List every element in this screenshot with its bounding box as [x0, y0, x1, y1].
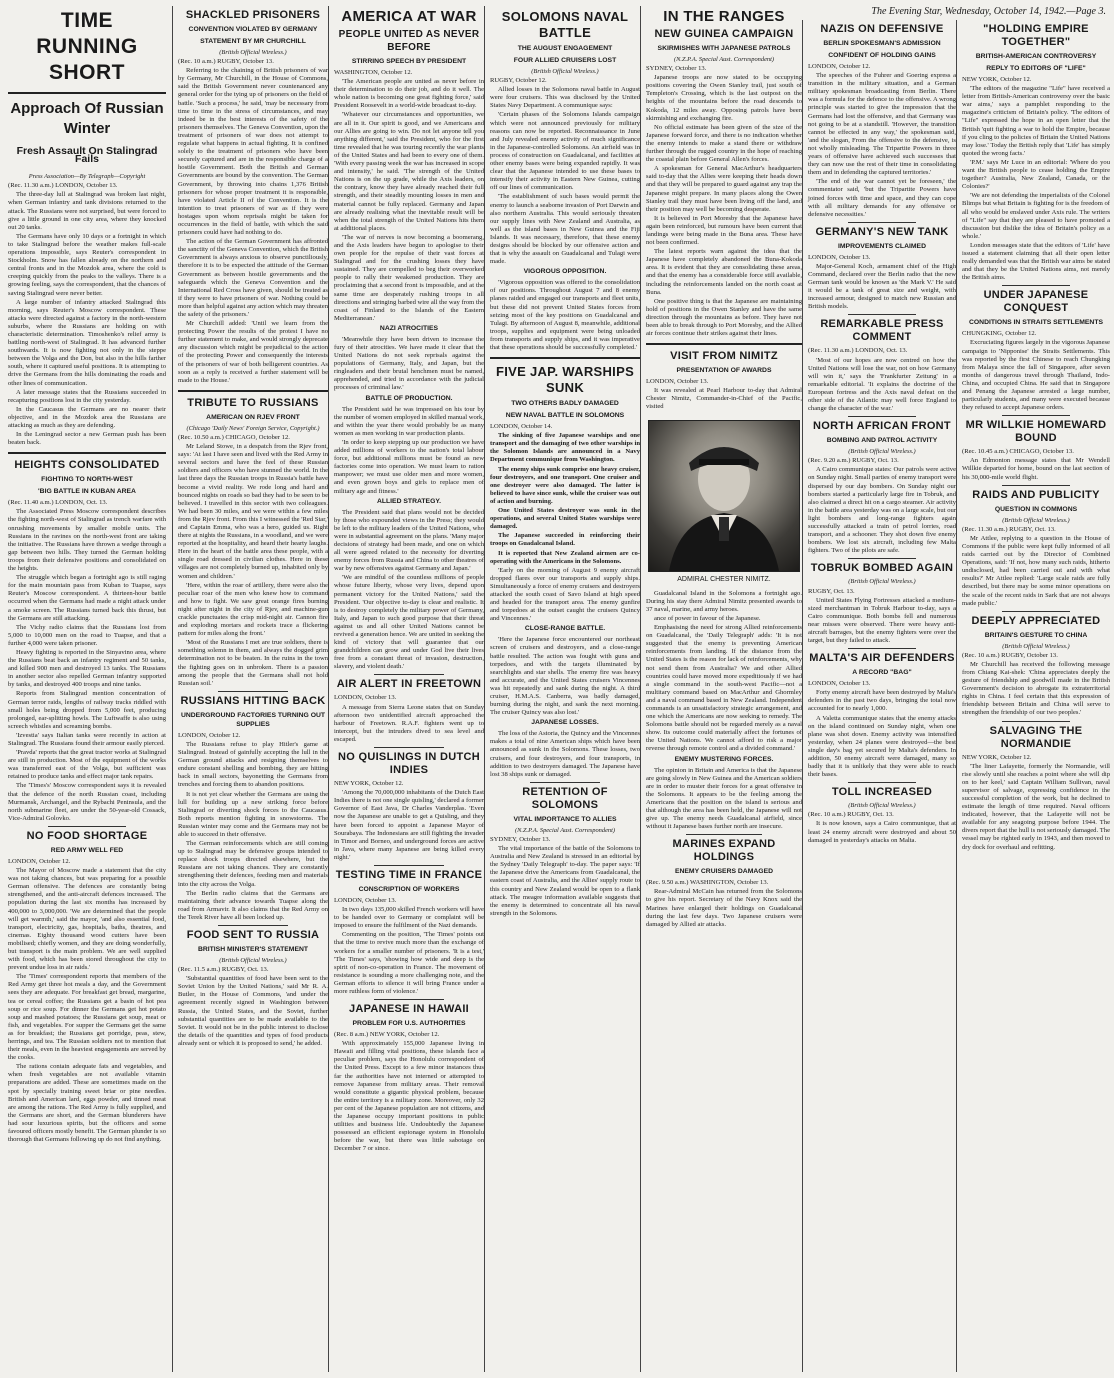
- divider: [490, 357, 640, 359]
- section-heading: JAPANESE LOSSES.: [531, 719, 599, 727]
- paragraph: 'The end of the war cannot yet be foreseen,' the commentator said, 'but the Tripartite Powers have joined forces with time and space, and they can cope with all military demands for any offensive or defensive necessities.': [808, 178, 956, 218]
- paragraph: It is believed in Port Moresby that the Japanese have again been reinforced, but rumours have been current that landings were being made in the Buna area. These have not been confirmed.: [646, 214, 802, 247]
- paragraph: The Vichy radio claims that the Russians lost from 5,000 to 10,000 men on the road to Tuapse, and that a further 4,000 were taken prisoner.: [8, 623, 166, 647]
- dateline: LONDON, October 13.: [646, 378, 709, 386]
- paragraph: An Edmonton message states that Mr Wendell Willkie departed for home, bound on the last section of his 30,000-mile world flight.: [962, 457, 1110, 481]
- paragraph: The President said that plans would not be decided by those who expounded views in the Press; they would be left to the military leaders of the United Nations, who were in substantial agreement on the plans. 'Many major decisions of strategy had been made, and one on which all were agreed related to the necessity for diverting enemy forces from Russia and China to other theatres of war by new offensives against Germany and Japan.': [334, 508, 484, 573]
- paragraph: A Cairo communique states: Our patrols were active on Sunday night. Small parties of enemy transport were dispersed by our day bombers. On Sunday night our bombers started a particularly large fire in Tobruk, and also claimed a direct hit on a cargo steamer. Air activity in the battle area yesterday was on a large scale, but our light bombers and long-range fighters again successfully attacked a train of petrol lorries, road transport, and a schooner. They shot down five enemy bombers. We lost six aircraft, including few Malta fighters. Two of the pilots are safe.: [808, 466, 956, 555]
- subhead: BRITAIN'S GESTURE TO CHINA: [984, 631, 1088, 639]
- paragraph: 'Early on the morning of August 9 enemy aircraft dropped flares over our transports and supply ships. Simultaneously a force of enemy cruisers and destroyers attacked the south coast of Savo Island at high speed and headed for the transport area. The enemy gunfire and torpedoes at the outset caught the cruisers Quincy and Vincennes.': [490, 566, 640, 623]
- divider: [848, 314, 916, 315]
- subhead: CONDITIONS IN STRAITS SETTLEMENTS: [968, 319, 1104, 327]
- byline: (British Official Wireless.): [1002, 642, 1070, 650]
- paragraph: A message from Sierra Leone states that on Sunday afternoon two unidentified aircraft approached the harbour of Freetown. R.A.F. fighters went up to intercept, but the intruders dived to sea level and escaped.: [334, 703, 484, 743]
- column-7: [956, 20, 1110, 1372]
- paragraph: 'Most of our hopes are now centred on how the United Nations will lose the war, not on how Germany will win it,' says the 'Frankfurter Zeitung' in a remarkable editorial. 'It explains the doctrine of the European fortress and the Axis naval defeat on the other side of the Atlantic may well force England to change the character of the war.': [808, 356, 956, 413]
- byline: (British Official Wireless.): [219, 957, 287, 964]
- dateline: (Rec. 10 a.m.) RUGBY, October 13.: [962, 651, 1058, 659]
- headline-shackled-prisoners: SHACKLED PRISONERS: [185, 9, 321, 21]
- divider: [848, 782, 916, 783]
- byline: (British Official Wireless.): [848, 448, 916, 456]
- dateline: (Rec. 11.30 a.m.) LONDON, Oct. 13.: [808, 347, 908, 355]
- byline: (British Official Wireless.): [848, 578, 916, 586]
- paragraph: One positive thing is that the Japanese are maintaining hold of positions in the Owen Stanley and have the same direction through the mountains as before. They have not been able to break through to Port Moresby, and the Allied air forces continue their strikes against their lines.: [646, 297, 802, 338]
- subhead: BERLIN SPOKESMAN'S ADMISSION: [823, 40, 941, 47]
- divider: [178, 390, 328, 392]
- paragraph: The German reinforcements which are still coming up to Stalingrad may be defensive groups intended to replace shock troops directed elsewhere, but the Russians are not taking chances. They are constantly strengthening their defences, feeding men and materials into the city across the Volga.: [178, 840, 328, 888]
- subhead: STIRRING SPEECH BY PRESIDENT: [351, 58, 467, 65]
- divider: [686, 834, 762, 835]
- headline-remarkable-press-comment: REMARKABLE PRESS COMMENT: [820, 318, 944, 344]
- headline-marines-expand: MARINES EXPAND HOLDINGS: [672, 838, 776, 864]
- headline-deeply-appreciated: DEEPLY APPRECIATED: [971, 614, 1101, 627]
- column-3: [328, 6, 484, 1372]
- paragraph: 'Vigorous opposition was offered to the consolidation of our positions. Throughout August 7 and 8 enemy planes raided and engaged our transports and fleet units, but these did not prevent United States forces from seizing most of the key positions on Guadalcanal and Tulagi. By afternoon of August 8, meanwhile, additional troops, supplies and equipment were being unloaded from transports and supply ships, and it was imperative that these operations should be successfully completed.': [490, 279, 640, 351]
- divider: [848, 648, 916, 649]
- subhead: PROBLEM FOR U.S. AUTHORITIES: [352, 1020, 466, 1028]
- paragraph: 'In order to keep stepping up our production we have added millions of workers to the nation's total labour force, but additional millions must be found as new factories come into operation. We must learn to ration manpower; we must use older men and more women, and even grown boys and girls to replace men of military age and fitness.': [334, 438, 484, 495]
- paragraph: Reports from Stalingrad mention concentration of German terror raids, lengths of railway tracks riddled with small holes being dropped from 5,000 feet, producing prolonged, ear-splitting howls. The Luftwaffe is also using screech whistles and screaming bombs.: [8, 690, 166, 730]
- dateline: LONDON, October 12.: [808, 63, 871, 70]
- subhead: NEW NAVAL BATTLE IN SOLOMONS: [505, 412, 625, 420]
- headline-heights-consolidated: HEIGHTS CONSOLIDATED: [14, 459, 160, 472]
- paragraph: Commenting on the position, 'The Times' points out that the time to revive much more than the exchange of workers for a smaller number of prisoners. 'It is a test,' 'The Times' says, 'showing how wide and deep is the spirit of non-co-operation in France. The movement of resistance is sounding a more challenging note, and the German efforts to silence it will bring France under a more ruthless form of violence.': [334, 931, 484, 995]
- paragraph: 'Here the Japanese force encountered our northeast screen of cruisers and destroyers, and a close-range battle resulted. The action was fought with guns and torpedoes, and with the targets illuminated by searchlights and star shells. The enemy fire was heavy and accurate, and the United States cruisers Vincennes was hit repeatedly and sank during the night. A third cruiser, H.M.A.S. Canberra, was badly damaged, burning during the night, and sank the next morning. The cruiser Quincy was also lost.': [490, 636, 640, 717]
- subhead: FIGHTING TO NORTH-WEST: [41, 476, 133, 484]
- section-heading: CLOSE-RANGE BATTLE.: [524, 625, 606, 633]
- column-6: [802, 20, 956, 1372]
- paragraph: 'Meanwhile they have been driven to increase the fury of their atrocities. We have made it clear that the United Nations do not seek reprisals against the populations of Germany, Italy, and Japan, but the ringleaders and their brutal henchmen must be named, apprehended, and tried in accordance with the judicial processes of criminal law.': [334, 335, 484, 392]
- dateline: NEW YORK, October 12.: [962, 76, 1032, 83]
- paragraph: No official estimate has been given of the size of the Japanese forward force, and there is no indication whether the enemy intends to make a stand there or withdraw further through the rugged country in the hope of reaching the coastal plain before General Allen's forces.: [646, 123, 802, 164]
- dateline: (Rec. 10 a.m.) RUGBY, Oct. 13.: [808, 811, 894, 819]
- paragraph: 'Here, within the roar of artillery, there were also the peculiar roar of the men who knew how to command and how to fight. We saw great orange fires burning night after night in the city of Rjev, and machine-gun crackle punctuates the crisp mid-night air. Cannon fire and exploding mortars and rockets trace a flickering pattern for miles along the front.': [178, 581, 328, 638]
- subhead: BRITISH MINISTER'S STATEMENT: [197, 946, 309, 953]
- paragraph: The Japanese succeeded in reinforcing their troops on Guadalcanal Island.: [490, 532, 640, 548]
- subhead: SKIRMISHES WITH JAPANESE PATROLS: [657, 45, 791, 52]
- paragraph: The action of the German Government has affronted the sanctity of the Geneva Convention, which the British Government is always anxious to observe punctiliously, therefore it is to be expected the attitude of the German Government as between hostile governments and the safeguards which the Geneva Convention and the International Red Cross have given, should be treated as if they were to have prisoners of war. Nothing could be more than helpful against any action which may threaten the safety of the prisoners.': [178, 238, 328, 318]
- divider: [1002, 721, 1070, 722]
- headline-testing-time-france: TESTING TIME IN FRANCE: [335, 868, 483, 881]
- paragraph: The 'Times' correspondent reports that members of the Red Army get three hot meals a day, and the Government sees they are adequate. For breakfast get bread, margarine, tea or cereal coffee; the Russians get a basin of hot pea soup or rice soup. For dinner the Germans get hot potato soup and mashed potatoes; the Russians get soup, meat or fish, and vegetables. For supper the Germans get the same as for breakfast; the Russians get porridge, peas, stew, herrings, and tea. The Russian soldiers not to mention that their meals, even in the heaviest engagements are served by the cooks.: [8, 973, 166, 1062]
- subhead: CONSCRIPTION OF WORKERS: [358, 885, 460, 893]
- dateline: RUGBY, Oct. 13.: [808, 587, 855, 595]
- headline-raids-and-publicity: RAIDS AND PUBLICITY: [972, 488, 1100, 501]
- paragraph: The opinion in Britain and America is that the Japanese are going slowly in New Guinea and the American soldiers are in order to muster their forces for a great offensive in the Solomons. It appears to be the feeling among the Americans that the position on the island is serious and that although the area has been held, the Japanese will not give up. The enemy needs Guadalcanal airfield, since without it Japanese bases further north are insecure.: [646, 766, 802, 831]
- paragraph: 'P.M.' says Mr Luce in an editorial: 'Where do you want the British people to cease holding the Empire together? Australia, New Zealand, Canada, or the Colonies?': [962, 158, 1110, 191]
- paragraph: The vital importance of the battle of the Solomons to Australia and New Zealand is stressed in an editorial by the Sydney 'Daily Telegraph' to-day. The paper says: 'If the Japanese drive the Americans from Guadalcanal, the eastern coast of Australia, and the Allies' supply route to this country and New Zealand would be open to a flank attack. The meagre information available suggests that the enemy is determined to concentrate all his naval strength in the Solomons.: [490, 845, 640, 917]
- headline-solomons-naval-battle: SOLOMONS NAVAL BATTLE: [501, 9, 629, 40]
- paragraph: United States Flying Fortresses attacked a medium-sized merchantman in Tobruk Harbour to-day, says a Cairo communique. Both bombs fell and numerous near misses were observed. There were heavy anti-aircraft barrages, but the enemy fighters were over the target, but they failed to attack.: [808, 596, 956, 645]
- paragraph: It is not yet clear whether the Germans are using the lull for building up a new striking force before Stalingrad or diverting shock forces to the Caucasus. Both reports mention fighting in snowstorms. The Russian winter may come and the Germans may not be able to succeed in their offensive.: [178, 790, 328, 838]
- dateline: (Rec. 11.30 a.m.) LONDON, October 13.: [8, 182, 118, 190]
- paragraph: The 'Times's' Moscow correspondent says it is revealed that the defence of the north Russian coast, including Murmansk, Archangel, and the Rybachi Peninsula, and the north submarine fleet, are under the 50-year-old Cossack, Vice-Admiral Golovko.: [8, 782, 166, 822]
- byline: (British Official Wireless.): [848, 802, 916, 810]
- dateline: SYDNEY, October 13.: [490, 835, 551, 843]
- divider: [8, 92, 166, 94]
- headline-retention-of-solomons: RETENTION OF SOLOMONS: [522, 785, 608, 811]
- paragraph: Guadalcanal Island in the Solomons a fortnight ago. During his stay there Admiral Nimitz presented awards to 37 naval, marine, and army heroes.: [646, 589, 802, 613]
- byline: (British Official Wireless.): [219, 49, 287, 56]
- dateline: (Rec. 11.30 a.m.) RUGBY, Oct. 13.: [962, 525, 1056, 533]
- headline-germanys-new-tank: GERMANY'S NEW TANK: [815, 225, 949, 238]
- paragraph: 'We are mindful of the countless millions of people whose future liberty, whose very lives, depend upon permanent victory for the United Nations,' said the President. 'Our objective to-day is clear and realistic. It is to destroy completely the military power of Germany, Italy, and Japan to such good purpose that their threat against us and all other United Nations cannot be revived a generation hence. We are united in seeking the kind of victory that will guarantee that our grandchildren can grow and under God live their lives free from a constant threat of invasion, destruction, slavery, and violent death.': [334, 574, 484, 671]
- headline-food-sent-to-russia: FOOD SENT TO RUSSIA: [186, 929, 320, 941]
- paragraph: Mr Churchill added: 'Until we learn from the protecting Power the results of the protest I have no further statement to make, and would strongly deprecate any discussion which might be prejudicial to the action of the protecting Power and consequently the interests of the prisoners of war of both belligerent countries. As soon as a reply is received a further statement will be made to the House.': [178, 320, 328, 384]
- paragraph: Emphasising the need for strong Allied reinforcements on Guadalcanal, the 'Daily Telegraph' adds: 'It is not suggested that the enemy is preventing American reinforcements from landing. If the distance from the United States is the reason for lack of reinforcements, why not send them from Australia? We and other Allied countries could have moved more expeditiously if we had a single command in the south-west Pacific—not a multitary command based on MacArthur and Ghormley and a naval command based in New Zealand. Independent commands is an unsatisfactory strategic arrangement, and one which the Americans are now seeking to remedy. The Solomons battle should not be regarded merely as a naval show. Its outcome could materially affect the fortunes of the United Nations. We cannot afford to risk a major reverse through remote control and a divided command.': [646, 624, 802, 753]
- subhead: IMPROVEMENTS CLAIMED: [838, 242, 926, 250]
- dateline: SYDNEY, October 13.: [646, 65, 707, 73]
- subhead: AMERICAN ON RJEV FRONT: [206, 413, 300, 421]
- paragraph: 'Substantial quantities of food have been sent to the Soviet Union by the United Nations,' said Mr R. A. Butler, in the House of Commons, 'and under the agreement recently signed in Washington between Russia, the United States, and the Soviet, further substantial quantities are to be made available to the Soviet. It would not be in the public interest to disclose the details of the quantities and types of food products already sent or which it is proposed to send,' he added.: [178, 975, 328, 1047]
- headline-willkie-homeward: MR WILLKIE HOMEWARD BOUND: [965, 419, 1107, 445]
- dateline: LONDON, October 13.: [808, 680, 871, 688]
- dateline: RUGBY, October 12.: [490, 77, 547, 85]
- paragraph: 'We are not defending the imperialists of the Colonel Blimps but what Britain is fighting for is the freedom of all who would be enslaved under Axis rule. The writers of "Life" say that they are pleased to have promoted a discussion but dislike the idea of Britain's policy as a whole.': [962, 192, 1110, 240]
- headline-russian-winter: Approach Of Russian Winter: [10, 100, 164, 137]
- headline-tobruk-bombed: TOBRUK BOMBED AGAIN: [810, 562, 954, 575]
- paragraph: With approximately 155,000 Japanese living in Hawaii and filling vital positions, these islands face a peculiar problem, says the Honolulu correspondent of the United Press. Except to a few minor instances thus far the authorities have not interned or attempted to remove Japanese from military areas. Their removal would constitute a gigantic physical problem, because the entire territory is a military zone. Moreover, only 32 per cent of the Japanese population are not citizens, and the Japanese occupy important positions in public utilities and business life. Undoubtedly the Japanese possessed an efficient espionage system in Honolulu before the war, but there was little sabotage on December 7 or since.: [334, 1040, 484, 1153]
- headline-in-the-ranges: IN THE RANGES: [663, 8, 785, 25]
- nimitz-portrait-image: [649, 421, 799, 571]
- paragraph: It is now known, says a Cairo communique, that at least 24 enemy aircraft were destroyed and about 50 damaged in yesterday's attacks on Malta.: [808, 820, 956, 844]
- divider: [848, 558, 916, 559]
- headline-holding-empire-together: "HOLDING EMPIRE TOGETHER": [983, 23, 1089, 48]
- paragraph: Heavy fighting is reported in the Sinyavino area, where the Russians beat back an infantry regiment and 50 tanks, and killed 900 men and destroyed 13 tanks. The Russians in another sector also repelled German infantry supported by tanks, and destroyed 400 troops and nine tanks.: [8, 648, 166, 689]
- divider: [1002, 485, 1070, 486]
- paragraph: The Germans have only 10 days or a fortnight in which to take Stalingrad before the weather makes full-scale operations impossible, says Reuter's correspondent in Stockholm. Snow has fallen already on the northern and central fronts and in the Mozdok area, where the cold is creeping quickly from the peaks to the valleys. There is a growing feeling, says the correspondent, that the chances of saving Stalingrad were never better.: [8, 232, 166, 297]
- paragraph: 'The editors of the magazine "Life" have received a letter from British-American controversy over the basic war aims,' says a pamphlet responding to the magazine's criticism of Britain's policy. 'The editors of "Life" expressed the hope in an open letter that the British 'quit fighting a war to hold the Empire, because if you cling to the policies of Britain the United Nations may lose.' Today the British reply that 'Life' has simply quoted the wrong facts.': [962, 85, 1110, 157]
- paragraph: It is reported that New Zealand airmen are co-operating with the Americans in the Solomons.: [490, 549, 640, 565]
- paragraph: 'Pravda' reports that the great tractor works at Stalingrad are still in production. Most of the equipment of the works was transferred east of the Volga, but sufficient was retained to produce tanks and effect major tank repairs.: [8, 749, 166, 781]
- paragraph: The three-day lull at Stalingrad was broken last night, when German infantry and tank divisions returned to the attack. The Russians were not surprised, but were forced to give a little ground in one city area, where they knocked out 20 tanks.: [8, 191, 166, 231]
- divider: [848, 222, 916, 223]
- paragraph: 'Whatever our circumstances and opportunities, we are all in it. Our spirit is good, and we Americans and our Allies are going to win. Do not let anyone tell you anything different,' said the President, who for the first time revealed that he was touring recently the war plants of the United States and had been to every one of them. 'With every passing week the war has increased in scope and intensity,' he said. 'The strength of the United Nations is on the up grade, while the Axis leaders, on the contrary, know they have already reached their full strength, and their steadily mounting losses in men and material cannot be fully replaced. Germany and Japan are already realising what the inevitable result will be when the total strength of the United Nations hits them at additional places.: [334, 111, 484, 232]
- paragraph: Referring to the chaining of British prisoners of war by Germany, Mr Churchill, in the House of Commons, said the British Government never countenanced any general order for the tying up of prisoners on the field of battle. 'Such a process,' he said, 'may be necessary from time to time in the stress of circumstances, and may indeed be in the best interests of the safety of the prisoners themselves. The Geneva Convention, upon the treatment of prisoners of war does not attempt to regulate what happens in actual fighting. It is confined solely to the treatment of prisoners who have been securely captured and are in the responsible charge of a hostile Government. Both the British and German Governments are bound by the convention. The German Government, by throwing into chains 1,376 British prisoners for whose proper treatment it is responsible, have violated Article II of the Convention. It is the intention to treat prisoners of war as if they were hostages upon whom reprisals might be taken for occurrences in the field of battle, with which the said prisoners could have had nothing to do.: [178, 67, 328, 237]
- paragraph: Rear-Admiral McCain has returned from the Solomons to give his report. Secretary of the Navy Knox said the Marines have enlarged their holdings on Guadalcanal during the last few days. Two Japanese cruisers were damaged by Allied air attacks.: [646, 888, 802, 928]
- dateline: LONDON, October 13.: [808, 253, 871, 261]
- divider: [218, 925, 288, 926]
- headline-toll-increased: TOLL INCREASED: [831, 786, 933, 799]
- paragraph: 'Certain phases of the Solomons Islands campaign which were not announced previously for military reasons can now be reported. Reconnaissance in June and July revealed enemy activity of much significance in the Japanese-controlled Solomons. An airfield was in process of construction on Guadalcanal, and facilities at other enemy bases were being expanded rapidly. It was clear that the Japanese intended to use these bases to intensify their activity in Eastern New Guinea, cutting off our lines of communication.: [490, 111, 640, 192]
- headline-time-running-short: TIME RUNNING SHORT: [36, 9, 138, 84]
- dateline: (Rec. 9.20 a.m.) RUGBY, Oct. 13.: [808, 457, 899, 465]
- byline: (Chicago 'Daily News' Foreign Service, Copyright.): [186, 424, 320, 432]
- subhead-people-united: PEOPLE UNITED AS NEVER BEFORE: [338, 29, 480, 53]
- byline: (British Official Wireless.): [531, 68, 599, 75]
- dateline: LONDON, October 14.: [490, 423, 553, 431]
- paragraph: In two days 135,000 skilled French workers will have to be handed over to Germany or complaint will be imposed to ensure the fulfilment of the Nazi demands.: [334, 906, 484, 930]
- byline: Press Association—By Telegraph—Copyright: [28, 173, 146, 181]
- paragraph: It was revealed at Pearl Harbour to-day that Admiral Chester Nimitz, Commander-in-Chief of the Pacific, visited: [646, 387, 802, 411]
- paragraph: Japanese troops are now stated to be occupying positions covering the Owen Stanley trail, just south of Templeton's Crossing, which is the last outpost on the heights of the mountains before the road descends to Kokoda, 12 miles away. Opposing patrols have been skirmishing and exchanging fire.: [646, 74, 802, 122]
- subhead: CONVENTION VIOLATED BY GERMANY: [188, 26, 318, 33]
- paragraph: The speeches of the Fuhrer and Goering express a transition in the military situation, and a German military spokesman broadcasting from Berlin. There was a formula for the defence to the offensive. A wrong principle was started to give the impression that the Germans had lost the offensive, and that Germany was not going to be at a standstill. 'However, the transition cannot be effected in any way,' the spokesman said, 'and the slogan, From the offensive to the defensive, is not wholly misleading. The Tripartite Powers in three years of offensive have achieved such successes that they can now use the rest of their time in consolidating them and in defending the captured territories.': [808, 72, 956, 177]
- divider: [374, 999, 444, 1000]
- section-heading: VIGOROUS OPPOSITION.: [523, 268, 607, 276]
- paragraph: The enemy ships sunk comprise one heavy cruiser, four destroyers, and one transport. One cruiser and one destroyer were also damaged. The latter is believed to have since sunk, while the cruiser was out of action and burning.: [490, 465, 640, 505]
- headline-under-japanese-conquest: UNDER JAPANESE CONQUEST: [983, 289, 1089, 315]
- column-5: [640, 6, 802, 1372]
- divider: [646, 343, 802, 345]
- subhead: 'BIG BATTLE IN KUBAN AREA: [38, 488, 136, 496]
- dateline: NEW YORK, October 12.: [334, 780, 404, 788]
- subhead-new-guinea: NEW GUINEA CAMPAIGN: [654, 28, 794, 40]
- paragraph: The sinking of five Japanese warships and one transport and the damaging of two other warships in the Solomon Islands are announced in a Navy Department communique from Washington.: [490, 432, 640, 464]
- subhead: STATEMENT BY MR CHURCHILL: [200, 38, 306, 45]
- column-1: [8, 6, 166, 1372]
- divider: [48, 826, 126, 827]
- paragraph: One United States destroyer was sunk in the operations, and several United States warships were damaged.: [490, 507, 640, 531]
- paragraph: Mr Churchill has received the following message from Chiang Kai-shek: 'China appreciates deeply the gesture of friendship and goodwill made in the British Government's decision to abrogate its extraterritorial rights in China. I feel certain that this expression of friendship between Britain and China will serve to strengthen the friendship of our two peoples.': [962, 660, 1110, 717]
- subhead: ENEMY CRUISERS DAMAGED: [674, 868, 774, 876]
- paragraph: A large number of infantry attacked Stalingrad this morning, says Reuter's Moscow correspondent. These attacks were directed against a factory in the north-western suburbs, where the Russians are holding on with characteristic determination. Timoshenko's relief army is battling north-west of Stalingrad. It has advanced further southwards. It is now fighting not only in the steppe between the Volga and the Don, but also in the hills farther south, where it captured useful positions. It is attempting to drive the Germans from the hills dominating the roads and other lines of communication.: [8, 298, 166, 387]
- paragraph: London messages state that the editors of 'Life' have issued a statement claiming that all their open letter really demanded was that the British war aims be stated and that they be the United Nations aims, not merely the British aims.: [962, 241, 1110, 282]
- headline-north-african-front: NORTH AFRICAN FRONT: [813, 420, 951, 433]
- paragraph: 'Izvestia' says Italian tanks were recently in action at Stalingrad. The Russians found their armour easily pierced.: [8, 731, 166, 747]
- subhead: CONFIDENT OF HOLDING GAINS: [828, 52, 936, 59]
- paragraph: A later message states that the Russians succeeded in recapturing positions lost in the city yesterday.: [8, 388, 166, 404]
- paragraph: Forty enemy aircraft have been destroyed by Malta's defenders in the past two days, bringing the total now accounted for to nearly 1,000.: [808, 689, 956, 713]
- paragraph: 'Most of the Russians I met are true soldiers, there is something solemn in them, and always the dogged grim determination not to be beaten. In the ruins in the town the fighting goes on in unbroken. There is a passion among the people that the Germans shall not hold Russian soil.': [178, 639, 328, 687]
- dateline: (Rec. 9.50 a.m.) WASHINGTON, October 13.: [646, 879, 769, 887]
- headline-air-alert: AIR ALERT IN FREETOWN: [336, 678, 482, 691]
- paragraph: Mr Leland Stowe, in a despatch from the Rjev front, says: 'At last I have seen and lived with the Red Army in several sectors and have the feel of these Russian soldiers and officers who have stunned the world. In the last three days the Russian troops in Russia's battle have become a vivid reality. We rode long and hard and bounced nights on roads so bad they had to be seen to be believed. I travelled in this sector with two colleagues. We had been 30 miles, and we were within a few miles from the Rjev front. From this I witnessed the 'Red Star,' and Captain Emma, who was a hero, guided us. Right there at nights the Russians, in a woodland, and we were reported at the hospitality, and heard their hearty laughs. Here in the heart of the battle area these people, with a single road dressed in civilian clothes. Here in these villages are not completely burned up, inhabited only by women and children.': [178, 443, 328, 580]
- divider: [218, 691, 288, 692]
- paragraph: A Valetta communique states that the enemy attacks on the island continued on Sunday night, when one plane was shot down. Enemy activity was intensified yesterday, when 24 planes were destroyed—the best single day's bag yet secured by Malta's defenders. In addition, 50 enemy aircraft were damaged, many so badly that it is unlikely that they were able to reach their bases.: [808, 714, 956, 779]
- paragraph: The Berlin radio claims that the Germans are maintaining their advance towards Tuapse along the road from Armavir. It also claims that the Red Army on the Terek River have all been locked up.: [178, 889, 328, 921]
- section-heading: NAZI ATROCITIES: [379, 324, 439, 332]
- masthead: The Evening Star, Wednesday, October 14, 1942.—Page 3.: [871, 6, 1106, 17]
- headline-russians-hitting-back: RUSSIANS HITTING BACK: [180, 694, 326, 707]
- divider: [374, 865, 444, 866]
- photo-caption: ADMIRAL CHESTER NIMITZ.: [677, 575, 771, 583]
- subhead: QUESTION IN COMMONS: [994, 505, 1078, 513]
- divider: [1002, 285, 1070, 286]
- portrait-photo: [648, 420, 800, 572]
- dateline: LONDON, October 13.: [334, 694, 397, 702]
- byline: (British Official Wireless.): [1002, 516, 1070, 524]
- divider: [1002, 611, 1070, 612]
- headline-maltas-air-defenders: MALTA'S AIR DEFENDERS: [809, 652, 955, 665]
- headline-no-quislings: NO QUISLINGS IN DUTCH INDIES: [338, 751, 480, 777]
- divider: [374, 674, 444, 675]
- divider: [374, 747, 444, 748]
- subhead: RED ARMY WELL FED: [50, 846, 124, 854]
- paragraph: In the Leningrad sector a new German push has been beaten back.: [8, 431, 166, 447]
- subhead: A RECORD "BAG": [852, 669, 912, 677]
- paragraph: The struggle which began a fortnight ago is still raging for the main mountain pass from Kuban to Tuapse, says Reuter's Moscow correspondent. A thirteen-hour battle occurred when the Germans had made a night attack under a smoke screen. The Russians turned back this thrust, but the Germans are still attacking.: [8, 574, 166, 622]
- paragraph: In the Caucasus the Germans are no nearer their objective, and in the Mozdok area the Russians are attacking as much as they are defending.: [8, 405, 166, 429]
- headline-no-food-shortage: NO FOOD SHORTAGE: [26, 829, 148, 842]
- subhead: REPLY TO EDITORS OF "LIFE": [986, 65, 1086, 72]
- dateline: (Rec. 8 a.m.) NEW YORK, October 12.: [334, 1031, 440, 1039]
- dateline: (Rec. 10.50 a.m.) CHICAGO, October 12.: [178, 433, 290, 441]
- paragraph: 'The American people are united as never before in their determination to do their job, and do it well. The whole nation is becoming one great fighting force,' said President Roosevelt in a world-wide broadcast to-day.: [334, 78, 484, 110]
- dateline: CHUNGKING, October 12.: [962, 330, 1037, 338]
- paragraph: The Russians refuse to play Hitler's game at Stalingrad. Instead of gainfully accepting the lull in the German ground attacks and resigning themselves to endure constant shelling and bombing, they are hitting back in small sectors, bayonetting the Germans from trenches and forcing them to abandon positions.: [178, 740, 328, 789]
- subhead: BRITISH-AMERICAN CONTROVERSY: [975, 53, 1097, 60]
- dateline: WASHINGTON, October 12.: [334, 69, 413, 76]
- subhead: VITAL IMPORTANCE TO ALLIES: [513, 815, 617, 823]
- divider: [8, 452, 166, 454]
- paragraph: 'The liner Lafayette, formerly the Normandie, will rise slowly until she reaches a point where she will dip on to her keel,' said Captain William Sullivan, naval supervisor of salvage, expressing confidence in the successful completion of the work, but he declined to estimate the length of time required. Naval officers indicated, however, that the Lafayette will not be available for any seagoing purpose before 1944. The divers report that the hull is not seriously damaged. The vessel may be righted early in 1943, and then moved to dry dock for overhaul and refitting.: [962, 762, 1110, 851]
- section-heading: ENEMY MUSTERING FORCES.: [674, 755, 774, 763]
- paragraph: Allied losses in the Solomons naval battle in August were four cruisers. This was disclosed by the United States Navy Department. A communique says:: [490, 86, 640, 110]
- headline-nazis-on-defensive: NAZIS ON DEFENSIVE: [820, 23, 944, 35]
- headline-five-jap-warships-sunk: FIVE JAP. WARSHIPS SUNK: [495, 364, 635, 396]
- dateline: (Rec. 10 a.m.) RUGBY, October 13.: [178, 58, 274, 66]
- divider: [530, 782, 600, 783]
- subhead: UNDERGROUND FACTORIES TURNING OUT SUPPLIES: [180, 711, 326, 728]
- headline-tribute-to-russians: TRIBUTE TO RUSSIANS: [187, 396, 319, 409]
- byline: (N.Z.P.A. Special Aust. Correspondent): [674, 56, 774, 63]
- subhead: PRESENTATION OF AWARDS: [676, 367, 772, 375]
- dateline: LONDON, October 12.: [8, 857, 71, 865]
- divider: [1002, 415, 1070, 416]
- subhead: BOMBING AND PATROL ACTIVITY: [826, 437, 938, 445]
- paragraph: Excruciating figures largely in the vigorous Japanese campaign to 'Nipponise' the Straits Settlements. This was reported by the first Chinese to reach Chungking from Malaya since the fall of Singapore, after seven months of dangerous travel through Thailand, Indo-China, and occupied China. He said that in Singapore and Penang the Japanese arrested a large number, particularly students, and many were executed because they refused to accept Japanese orders.: [962, 339, 1110, 412]
- section-heading: ALLIED STRATEGY.: [376, 497, 442, 505]
- paragraph: The Associated Press Moscow correspondent describes the fighting north-west of Stalingrad as trench warfare with onrushing movements by smaller mobile units. The Russians in the ravines on the north-west front are taking the initiative. The Russians have thrown a wedge through a gap between two hills. They turned the German holding troops from their defensive positions and consolidated on the heights.: [8, 508, 166, 573]
- paragraph: ance of power in favour of the Japanese.: [654, 614, 761, 622]
- column-2: [172, 6, 328, 1372]
- dateline: LONDON, October 12.: [178, 731, 241, 739]
- headline-visit-from-nimitz: VISIT FROM NIMITZ: [670, 350, 778, 363]
- dateline: (Rec. 11.5 a.m.) RUGBY, Oct. 13.: [178, 966, 269, 974]
- paragraph: The latest reports warn against the idea that the Japanese have completely abandoned the Buna-Kokoda area. It is evident that they are consolidating these areas, and that the enemy has a considerable force still available, including the reinforcements landed on the north coast at Buna.: [646, 248, 802, 296]
- headline-salvaging-normandie: SALVAGING THE NORMANDIE: [989, 724, 1083, 750]
- dateline: NEW YORK, October 12.: [962, 753, 1032, 761]
- subhead: FOUR ALLIED CRUISERS LOST: [513, 57, 617, 64]
- headline-america-at-war: AMERICA AT WAR: [341, 8, 477, 25]
- byline: (N.Z.P.A. Special Aust. Correspondent): [515, 826, 615, 834]
- paragraph: 'Among the 70,000,000 inhabitants of the Dutch East Indies there is not one single quisling,' declared a former Governor of East Java, Dr Charles Vanderplas. 'Even now the Japanese are unable to get a Quisling, and they have been forced to appoint a Japanese Mayor of Sourabaya. The Indonesians are still fighting the invader in Timor and Borneo, and underground forces are active in Java, where many Japanese are being killed every night.': [334, 789, 484, 861]
- paragraph: Mr Attlee, replying to a question in the House of Commons if the public were kept fully informed of all raids carried out by the Director of Combined Operations, said: 'If not, how many such raids, hitherto undisclosed, had been carried out and with what results?' Mr Attlee replied: 'Large scale raids are fully described, but there may be some minor operations on the scale of the recent raids in Sark that are not always made public.': [962, 534, 1110, 607]
- divider: [848, 416, 916, 417]
- paragraph: The President said he was impressed on his tour by the number of women employed in skilled manual work, and within the year there would probably be as many women as men working in war production plants.: [334, 405, 484, 437]
- subhead-stalingrad: Fresh Assault On Stalingrad Fails: [16, 145, 158, 166]
- column-4: [484, 6, 640, 1372]
- subhead: TWO OTHERS BADLY DAMAGED: [511, 400, 619, 408]
- paragraph: 'The war of nerves is now becoming a boomerang, and the Axis leaders have begun to apologise to their own people for the repulse of their vast forces at Stalingrad and for the crushing losses they have sustained. They are compelled to beg their overworked people to rally their weakened production. They are proclaiming that a second front is impossible, and at the same time are desperately rushing troops in all directions and stringing barbed wire all the way from the coast of Finland to the Islands of the Eastern Mediterranean.': [334, 233, 484, 322]
- paragraph: The rations contain adequate fats and vegetables, and when fresh vegetables are not available vitamin preparations are added. These are sometimes made on the spot by specially training sweet briar or pine needles. British and American lard, eggs powder, and tinned meat are among the rations. The Red Army is fully supplied, and the Germans are short, and the German blunderers have had sour luxurious spirits, but the officers and some favoured officers mostly benefit. The German plunder is so thorough that Germans following up do not find anything.: [8, 1063, 166, 1144]
- subhead: THE AUGUST ENGAGEMENT: [517, 45, 613, 52]
- dateline: LONDON, October 13.: [334, 896, 397, 904]
- headline-japanese-in-hawaii: JAPANESE IN HAWAII: [348, 1003, 470, 1016]
- dateline: (Rec. 10.45 a.m.) CHICAGO, October 13.: [962, 448, 1074, 456]
- section-heading: BATTLE OF PRODUCTION.: [365, 394, 453, 402]
- dateline: (Rec. 11.40 a.m.) LONDON, Oct. 13.: [8, 499, 108, 507]
- paragraph: Major-General Koch, armament chief of the High Command, declared over the Berlin radio that the new German tank would be known as 'the Mark V.' He said it would be a tank of great size and weight, with increased armour, designed to match new Russian and British models.: [808, 262, 956, 311]
- paragraph: A spokesman for General MacArthur's headquarters said to-day that the Allies were keeping their heads down and that they will be prepared to guard against any trap the Japanese might prepare. In many places along the Owen Stanley trail they must have been living off the land, and their position may well be becoming desperate.: [646, 165, 802, 213]
- paragraph: 'The establishment of such bases would permit the enemy to launch a seaborne invasion of Port Darwin and also northern Australia. This would seriously threaten our supply lines with New Zealand and Australia, as well as the island bases in New Guinea and the Fiji Islands. It was necessary, therefore, that these enemy designs should be blocked by our offensive action and that is why the assault on Guadalcanal and Tulagi were made.: [490, 193, 640, 266]
- paragraph: The loss of the Astoria, the Quincy and the Vincennes makes a total of nine American ships which have been announced as sunk in the Solomons. These losses, two cruisers, and four destroyers, and four transports, in addition to two destroyers damaged. The Japanese have lost 38 ships sunk or damaged.: [490, 730, 640, 778]
- paragraph: The Mayor of Moscow made a statement that the city was not taking chances, but was preparing for a possible German offensive. The defences are constantly being strengthened, and the anti-aircraft defences increased. The population during the last six months has increased by 400,000 to 3,000,000. 'We are determined that the people will get warmth,' said the mayor, 'and also essential food, transport, electricity, gas, hospitals, baths, theatres, and cinemas. Eighty thousand wood cutters have been mobilised; chiefly women, and they are doing wonderfully, but transport is the main problem. We are well supplied with food, which has been stored throughout the city to prevent undue loss in air raids.': [8, 867, 166, 972]
